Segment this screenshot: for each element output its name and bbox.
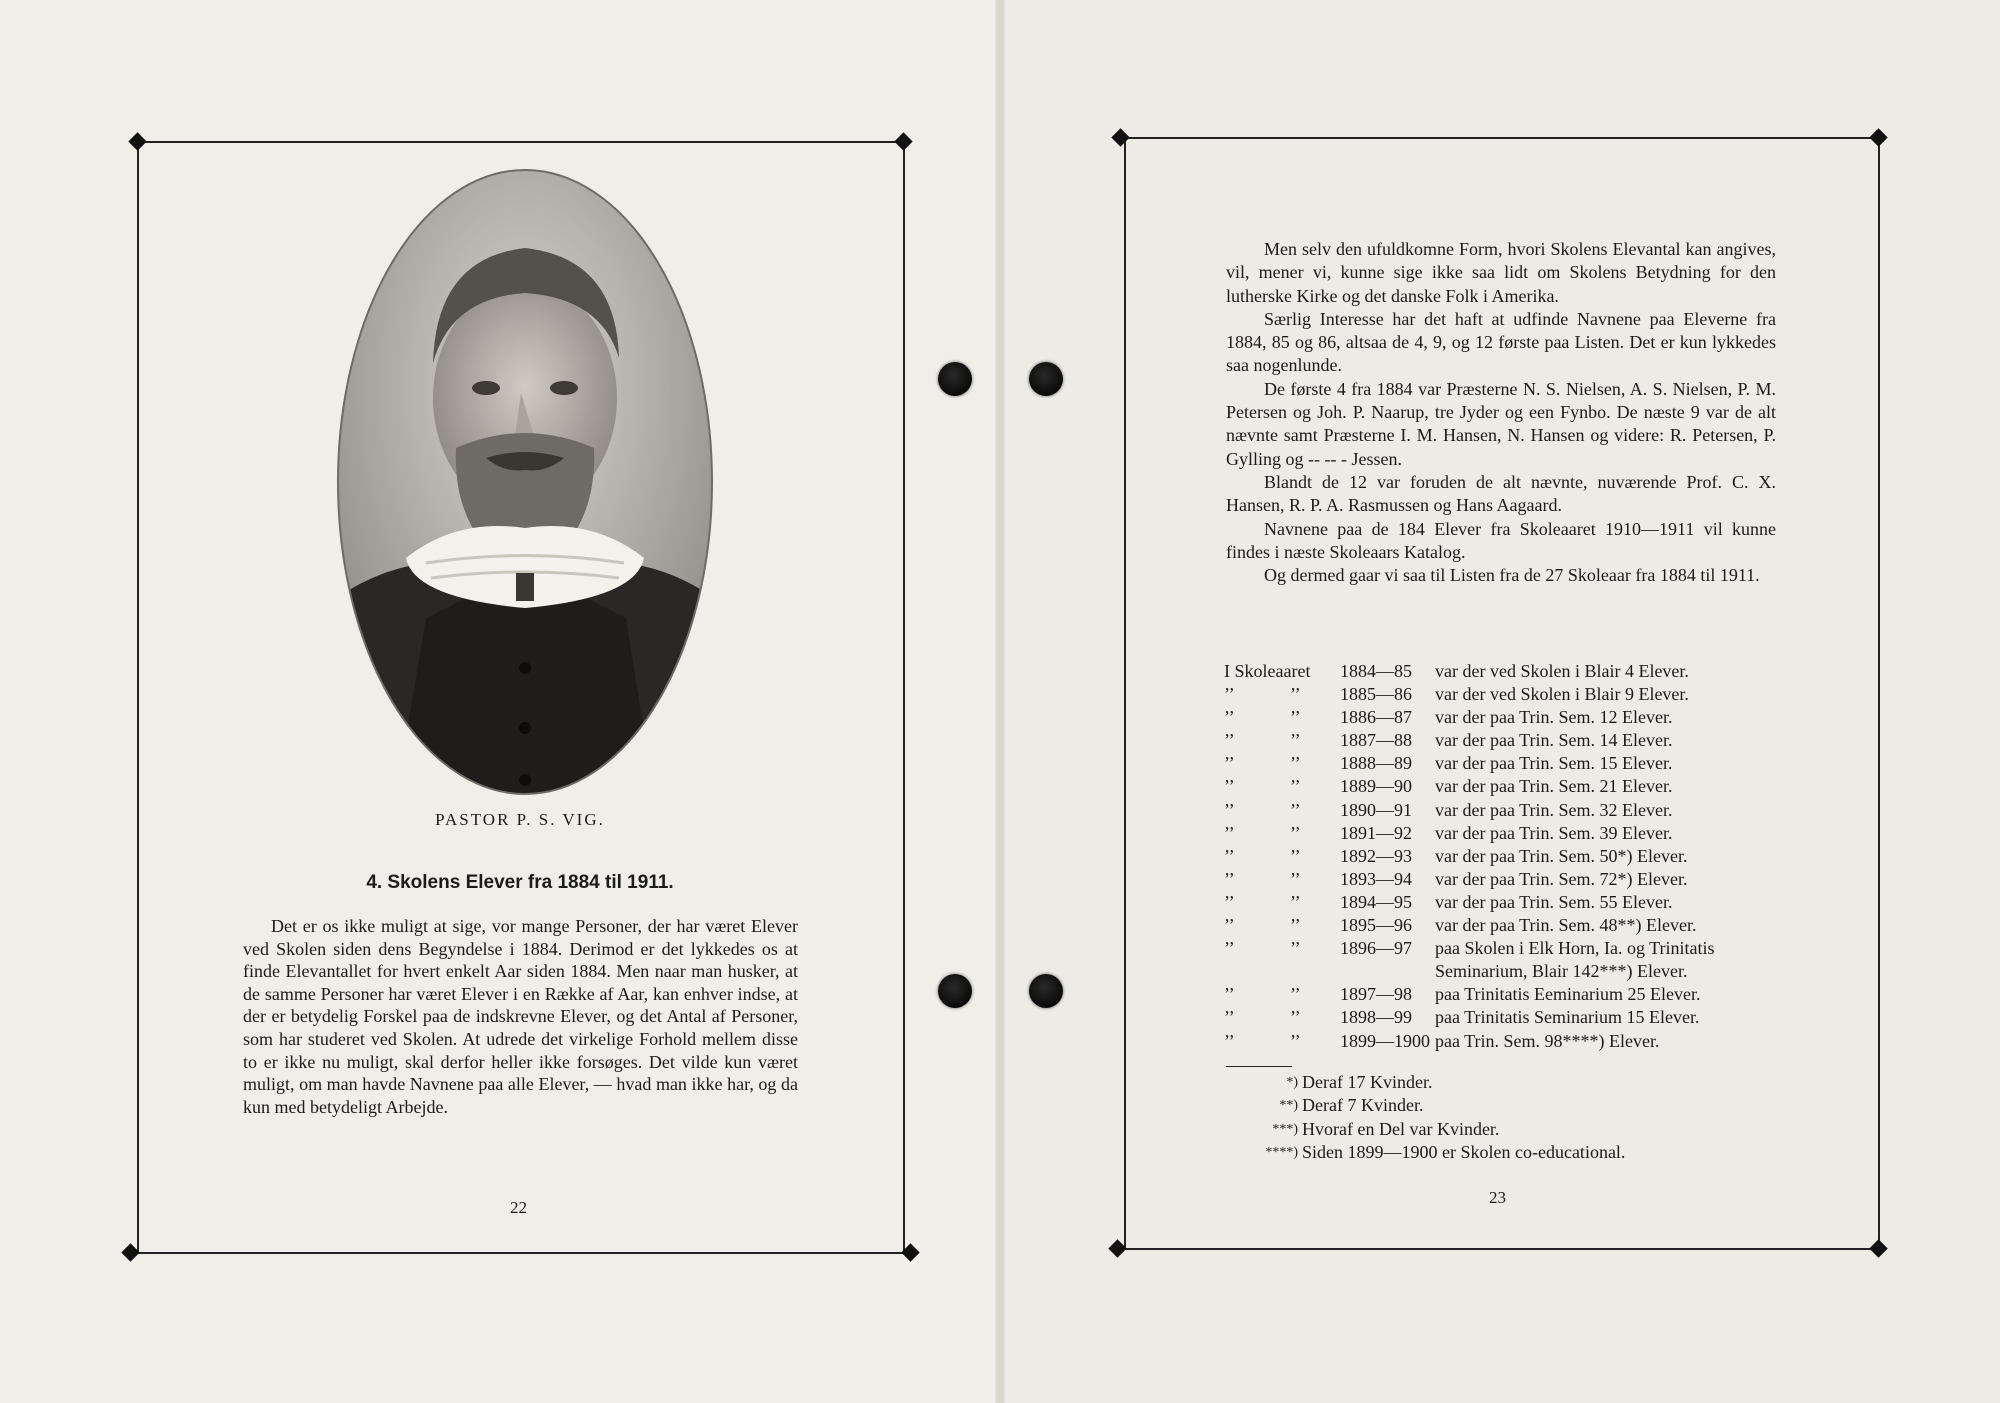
list-item: ’’ ’’ 1892—93 var der paa Trin. Sem. 50*) Elever. [1224, 845, 1688, 866]
list-item: ’’ ’’ 1890—91 var der paa Trin. Sem. 32 Elever. [1224, 799, 1673, 820]
paragraph: De første 4 fra 1884 var Præsterne N. S. Nielsen, A. S. Nielsen, P. M. Petersen og Joh. P. Naarup, tre Jyder og een Fynbo. De næste 9 var de alt nævnte samt Præsterne I. M. Hansen, N. Hansen og videre: R. Petersen, P. Gylling og -- -- - Jessen. [1226, 378, 1776, 469]
list-item: ’’ ’’ 1895—96 var der paa Trin. Sem. 48**) Elever. [1224, 915, 1697, 936]
book-spine [995, 0, 1005, 1403]
punch-hole [938, 362, 972, 396]
list-item: ’’ ’’ 1891—92 var der paa Trin. Sem. 39 Elever. [1224, 822, 1673, 843]
list-item: ’’ ’’ 1893—94 var der paa Trin. Sem. 72*) Elever. [1224, 868, 1688, 889]
portrait-caption: PASTOR P. S. VIG. [435, 810, 605, 829]
section-heading: 4. Skolens Elever fra 1884 til 1911. [366, 872, 674, 893]
list-item: ’’ ’’ 1896—97 paa Skolen i Elk Horn, Ia. og Trinitatis Seminarium, Blair 142***) Elever. [1224, 938, 1715, 982]
portrait-photo [336, 168, 714, 796]
punch-hole [938, 974, 972, 1008]
list-item: ’’ ’’ 1898—99 paa Trinitatis Seminarium 15 Elever. [1224, 1007, 1700, 1028]
list-item: ’’ ’’ 1885—86 var der ved Skolen i Blair 9 Elever. [1224, 684, 1689, 705]
left-frame-top [137, 141, 907, 143]
footnote-rule [1226, 1066, 1292, 1067]
list-item: ’’ ’’ 1894—95 var der paa Trin. Sem. 55 Elever. [1224, 891, 1673, 912]
paragraph: Blandt de 12 var foruden de alt nævnte, nuværende Prof. C. X. Hansen, R. P. A. Rasmussen og Hans Aagaard. [1226, 471, 1776, 516]
enrollment-list [1224, 660, 1784, 1053]
footnote: ***) Hvoraf en Del var Kvinder. [1272, 1118, 1500, 1139]
page-number-left: 22 [510, 1198, 527, 1217]
list-item: ’’ ’’ 1888—89 var der paa Trin. Sem. 15 Elever. [1224, 753, 1673, 774]
list-item: ’’ ’’ 1889—90 var der paa Trin. Sem. 21 Elever. [1224, 776, 1673, 797]
punch-hole [1029, 974, 1063, 1008]
right-frame-top [1120, 137, 1878, 139]
left-frame-bottom [130, 1252, 916, 1254]
paragraph: Navnene paa de 184 Elever fra Skoleaaret 1910—1911 vil kunne findes i næste Skoleaars Katalog. [1226, 518, 1776, 562]
left-frame-left [137, 141, 139, 1252]
paragraph: Særlig Interesse har det haft at udfinde Navnene paa Eleverne fra 1884, 85 og 86, altsaa de 4, 9, og 12 første paa Listen. Det er kun lykkedes saa nogenlunde. [1226, 308, 1776, 376]
right-frame-bottom [1117, 1248, 1880, 1250]
page-number-right: 23 [1489, 1188, 1506, 1207]
footnote: *) Deraf 17 Kvinder. [1286, 1072, 1433, 1092]
footnote: **) Deraf 7 Kvinder. [1279, 1095, 1424, 1116]
right-frame-right [1878, 137, 1880, 1248]
list-item: ’’ ’’ 1886—87 var der paa Trin. Sem. 12 Elever. [1224, 707, 1673, 728]
list-item: I Skoleaaret 1884—85 var der ved Skolen i Blair 4 Elever. [1224, 661, 1689, 681]
list-item: ’’ ’’ 1899—1900 paa Trin. Sem. 98****) Elever. [1224, 1030, 1660, 1051]
right-paragraphs [1226, 238, 1776, 587]
punch-hole [1029, 362, 1063, 396]
paragraph: Og dermed gaar vi saa til Listen fra de 27 Skoleaar fra 1884 til 1911. [1264, 565, 1760, 586]
list-item: ’’ ’’ 1887—88 var der paa Trin. Sem. 14 Elever. [1224, 730, 1673, 751]
right-frame-left [1124, 137, 1126, 1248]
footnotes [1226, 1071, 1625, 1164]
paragraph: Men selv den ufuldkomne Form, hvori Skolens Elevantal kan angives, vil, mener vi, kunne sige ikke saa lidt om Skolens Betydning for den lutherske Kirke og det danske Folk i Amerika. [1226, 239, 1776, 306]
footnote: ****) Siden 1899—1900 er Skolen co-educational. [1265, 1141, 1626, 1162]
list-item: ’’ ’’ 1897—98 paa Trinitatis Eeminarium 25 Elever. [1224, 984, 1701, 1005]
left-frame-right [903, 141, 905, 1252]
left-paragraph: Det er os ikke muligt at sige, vor mange Personer, der har været Elever ved Skolen siden dens Begyndelse i 1884. Derimod er det lykkedes os at finde Elevantallet for hvert enkelt Aar siden 1884. Men naar man husker, at de samme Personer har været Elever i en Række af Aar, kan enhver indse, at der er betydelig Forskel paa de indskrevne Elever, og det Antal af Personer, som har studeret ved Skolen. At udrede det virkelige Forhold mellem disse to er ikke nu muligt, skal derfor heller ikke forsøges. Det vilde kun været muligt, om man havde Navnene paa alle Elever, — hvad man ikke har, og da kun med betydeligt Arbejde. [243, 916, 798, 1117]
